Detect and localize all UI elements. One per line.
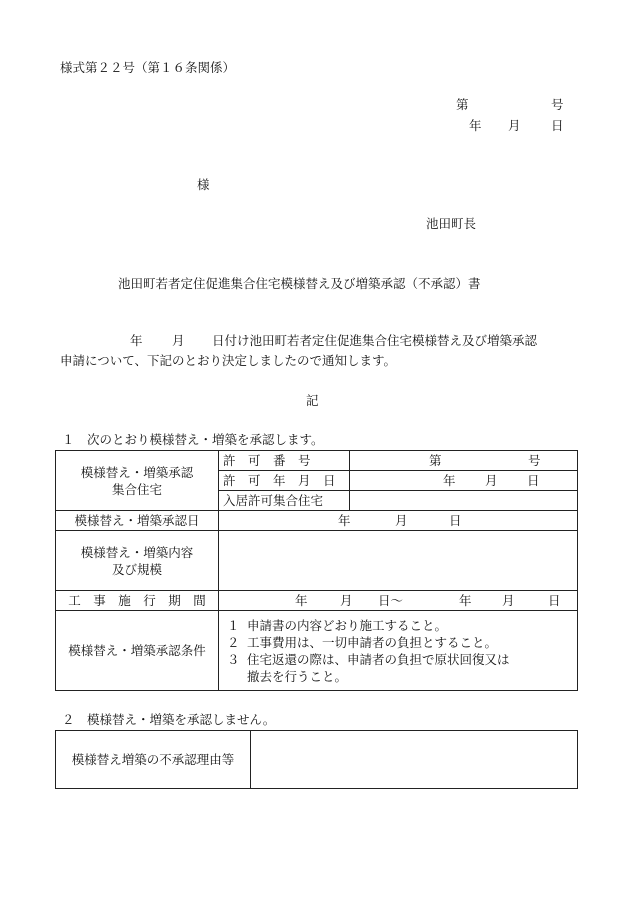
header-number-suffix: 号 <box>551 97 564 112</box>
period-end-day: 日 <box>548 593 561 608</box>
approval-date-year: 年 <box>338 513 351 528</box>
content-label-2: 及び規模 <box>111 561 162 577</box>
rejection-reason-value <box>251 731 578 789</box>
ki-label: 記 <box>306 393 319 408</box>
permit-number-label: 許 可 番 号 <box>219 451 350 471</box>
condition-item: ２ 工事費用は、一切申請者の負担とすること。 <box>227 634 498 650</box>
approval-date-day: 日 <box>449 513 462 528</box>
rejection-reason-label: 模様替え増築の不承認理由等 <box>56 731 251 789</box>
resident-permit-value <box>350 491 578 511</box>
housing-label-1: 模様替え・増築承認 <box>80 464 194 480</box>
permit-number-suffix: 号 <box>528 453 541 468</box>
conditions-list <box>219 611 578 691</box>
body-line2: 申請について、下記のとおり決定しましたので通知します。 <box>60 353 397 368</box>
body-line1: 日付け池田町若者定住促進集合住宅模様替え及び増築承認 <box>212 333 538 348</box>
body-year: 年 <box>130 333 143 348</box>
conditions-label: 模様替え・増築承認条件 <box>56 611 219 691</box>
permit-number-prefix: 第 <box>429 453 442 468</box>
period-end-year: 年 <box>459 593 472 608</box>
content-label-1: 模様替え・増築内容 <box>80 544 194 560</box>
period-label: 工 事 施 行 期 間 <box>56 591 219 611</box>
period-start-year: 年 <box>295 593 308 608</box>
approval-date-label: 模様替え・増築承認日 <box>56 511 219 531</box>
period-start-day: 日～ <box>378 593 404 608</box>
resident-permit-label: 入居許可集合住宅 <box>219 491 350 511</box>
content-value <box>219 531 578 591</box>
permit-date-year: 年 <box>443 473 456 488</box>
approval-table <box>55 450 578 691</box>
header-date-month: 月 <box>508 118 521 133</box>
addressee-suffix: 様 <box>197 177 210 192</box>
housing-label-2: 集合住宅 <box>111 481 162 497</box>
body-month: 月 <box>172 333 185 348</box>
condition-item-continuation: 撤去を行うこと。 <box>247 668 348 684</box>
section2-heading: ２ 模様替え・増築を承認しません。 <box>62 712 276 727</box>
section1-heading: １ 次のとおり模様替え・増築を承認します。 <box>62 432 324 447</box>
approval-date-month: 月 <box>395 513 408 528</box>
header-number-prefix: 第 <box>456 97 469 112</box>
permit-number-value <box>350 451 578 471</box>
permit-date-day: 日 <box>527 473 540 488</box>
rejection-table <box>55 730 578 789</box>
header-date-day: 日 <box>551 118 564 133</box>
header-date-year: 年 <box>469 118 482 133</box>
form-number: 様式第２２号（第１６条関係） <box>60 60 236 75</box>
permit-date-month: 月 <box>485 473 498 488</box>
permit-date-value <box>350 471 578 491</box>
period-value <box>219 591 578 611</box>
document-title: 池田町若者定住促進集合住宅模様替え及び増築承認（不承認）書 <box>118 276 481 291</box>
condition-item: ３ 住宅返還の際は、申請者の負担で原状回復又は <box>227 651 510 667</box>
approval-date-value <box>219 511 578 531</box>
condition-item: １ 申請書の内容どおり施工すること。 <box>227 617 448 633</box>
content-label-cell <box>56 531 219 591</box>
period-end-month: 月 <box>502 593 515 608</box>
period-start-month: 月 <box>340 593 353 608</box>
housing-label-cell <box>56 451 219 511</box>
issuer: 池田町長 <box>426 216 477 231</box>
permit-date-label: 許 可 年 月 日 <box>219 471 350 491</box>
